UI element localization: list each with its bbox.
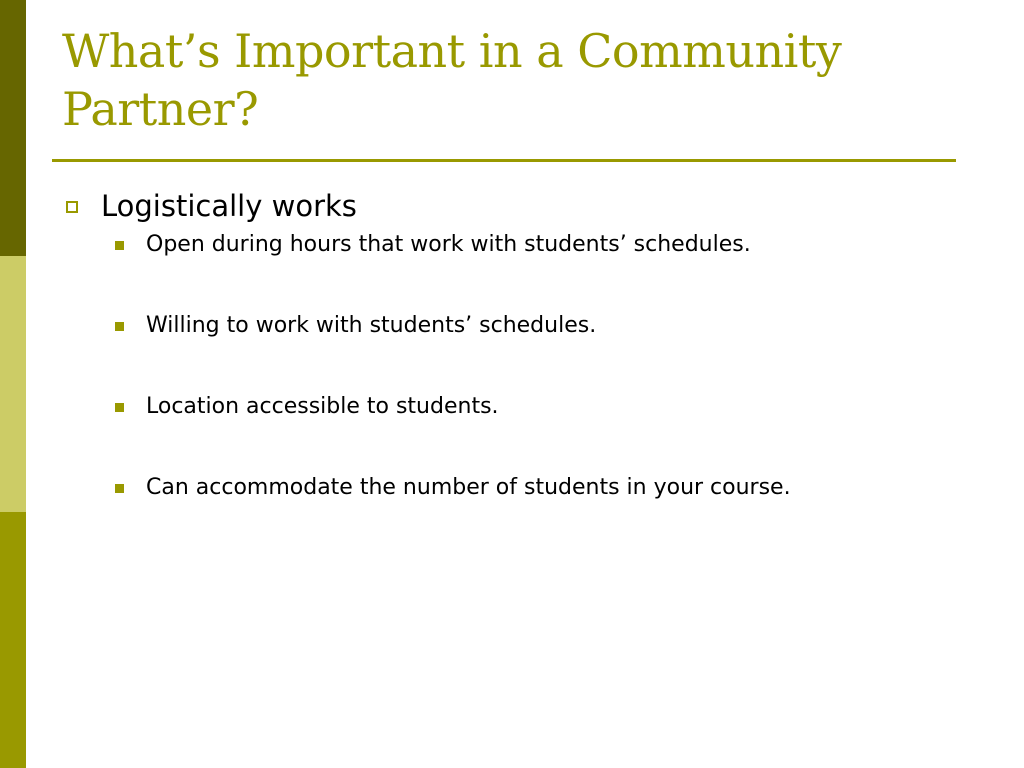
filled-square-bullet-icon [115,403,124,412]
sub-bullet-item [60,390,960,423]
bullet-text: Logistically works [101,189,357,223]
sub-bullet-item [60,228,960,261]
filled-square-bullet-icon [115,322,124,331]
sub-bullet-text: Willing to work with students’ schedules. [146,313,597,338]
bullet-item-level1 [60,186,960,226]
decorative-sidebar [0,0,26,768]
sidebar-segment-dark [0,0,26,256]
filled-square-bullet-icon [115,484,124,493]
sub-bullet-text: Open during hours that work with students’ schedules. [146,232,751,257]
slide-content [60,186,960,504]
sub-bullet-item [60,309,960,342]
sub-bullet-text: Can accommodate the number of students in your course. [146,475,791,500]
title-divider [52,159,956,162]
sidebar-segment-medium [0,512,26,768]
slide-title: What’s Important in a Community Partner? [62,24,842,136]
sub-bullet-list [60,228,960,504]
sub-bullet-item [60,471,960,504]
hollow-square-bullet-icon [66,201,78,213]
sub-bullet-text: Location accessible to students. [146,394,499,419]
sidebar-segment-light [0,256,26,512]
filled-square-bullet-icon [115,241,124,250]
